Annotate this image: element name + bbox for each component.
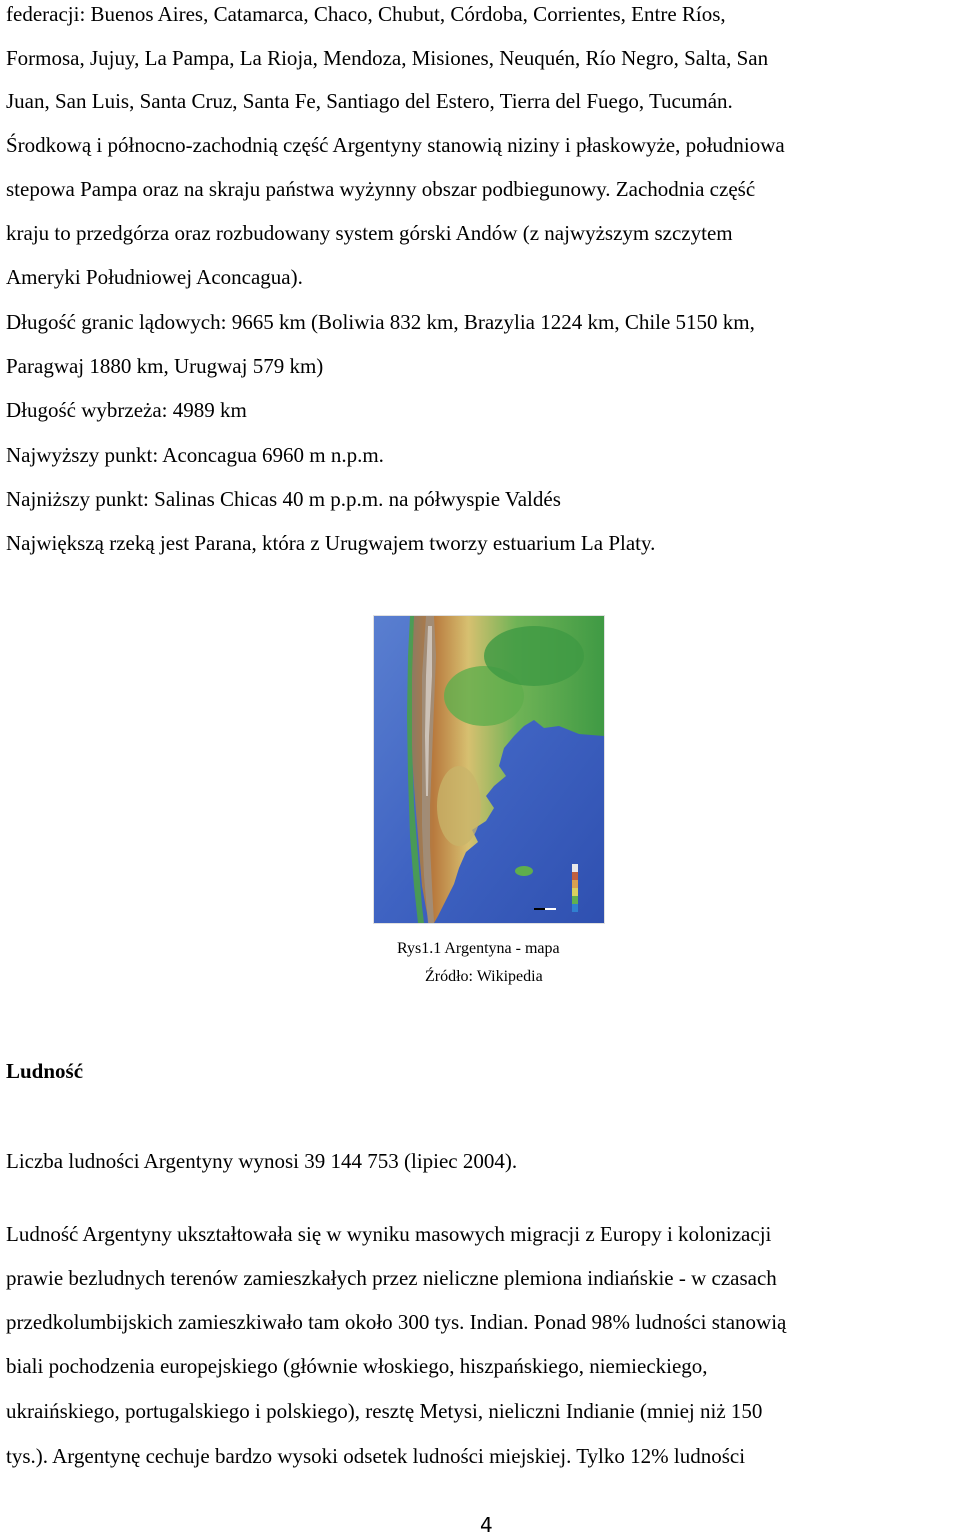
map-graphic <box>374 616 604 923</box>
text-line: Środkową i północno-zachodnią część Argentyny stanowią niziny i płaskowyże, południowa <box>6 133 785 157</box>
scale-bar <box>534 908 556 910</box>
fact-line: Najwyższy punkt: Aconcagua 6960 m n.p.m. <box>6 443 384 467</box>
population-line: Liczba ludności Argentyny wynosi 39 144 753 (lipiec 2004). <box>6 1149 518 1173</box>
text-line: stepowa Pampa oraz na skraju państwa wyżynny obszar podbiegunowy. Zachodnia część <box>6 177 756 201</box>
text-line: ukraińskiego, portugalskiego i polskiego), resztę Metysi, nieliczni Indianie (mniej niż 150 <box>6 1399 763 1423</box>
text-line: Ludność Argentyny ukształtowała się w wyniku masowych migracji z Europy i kolonizacji <box>6 1222 772 1246</box>
figure-caption: Rys1.1 Argentyna - mapa <box>397 940 560 957</box>
page-number: 4 <box>480 1513 493 1537</box>
fact-line: Największą rzeką jest Parana, która z Urugwajem tworzy estuarium La Platy. <box>6 531 656 555</box>
patagonia-steppe <box>437 766 481 846</box>
elevation-legend <box>572 864 578 912</box>
fact-line: Paragwaj 1880 km, Urugwaj 579 km) <box>6 354 324 378</box>
fact-line: Najniższy punkt: Salinas Chicas 40 m p.p.m. na półwyspie Valdés <box>6 487 561 511</box>
fact-line: Długość wybrzeża: 4989 km <box>6 398 247 422</box>
falkland-islands <box>515 866 533 876</box>
text-line: federacji: Buenos Aires, Catamarca, Chaco, Chubut, Córdoba, Corrientes, Entre Ríos, <box>6 2 726 26</box>
text-line: kraju to przedgórza oraz rozbudowany system górski Andów (z najwyższym szczytem <box>6 221 733 245</box>
text-line: tys.). Argentynę cechuje bardzo wysoki odsetek ludności miejskiej. Tylko 12% ludności <box>6 1444 746 1468</box>
text-line: Juan, San Luis, Santa Cruz, Santa Fe, Santiago del Estero, Tierra del Fuego, Tucumán. <box>6 89 733 113</box>
section-heading: Ludność <box>6 1059 84 1083</box>
text-line: Ameryki Południowej Aconcagua). <box>6 265 303 289</box>
text-line: przedkolumbijskich zamieszkiwało tam około 300 tys. Indian. Ponad 98% ludności stanowią <box>6 1310 787 1334</box>
fact-line: Długość granic lądowych: 9665 km (Boliwia 832 km, Brazylia 1224 km, Chile 5150 km, <box>6 310 755 334</box>
figure-source: Źródło: Wikipedia <box>425 968 543 985</box>
northern-lowland <box>484 626 584 686</box>
argentina-map-image <box>373 615 605 924</box>
text-line: prawie bezludnych terenów zamieszkałych przez nieliczne plemiona indiańskie - w czasach <box>6 1266 777 1290</box>
text-line: biali pochodzenia europejskiego (głównie włoskiego, hiszpańskiego, niemieckiego, <box>6 1354 708 1378</box>
text-line: Formosa, Jujuy, La Pampa, La Rioja, Mendoza, Misiones, Neuquén, Río Negro, Salta, San <box>6 46 769 70</box>
